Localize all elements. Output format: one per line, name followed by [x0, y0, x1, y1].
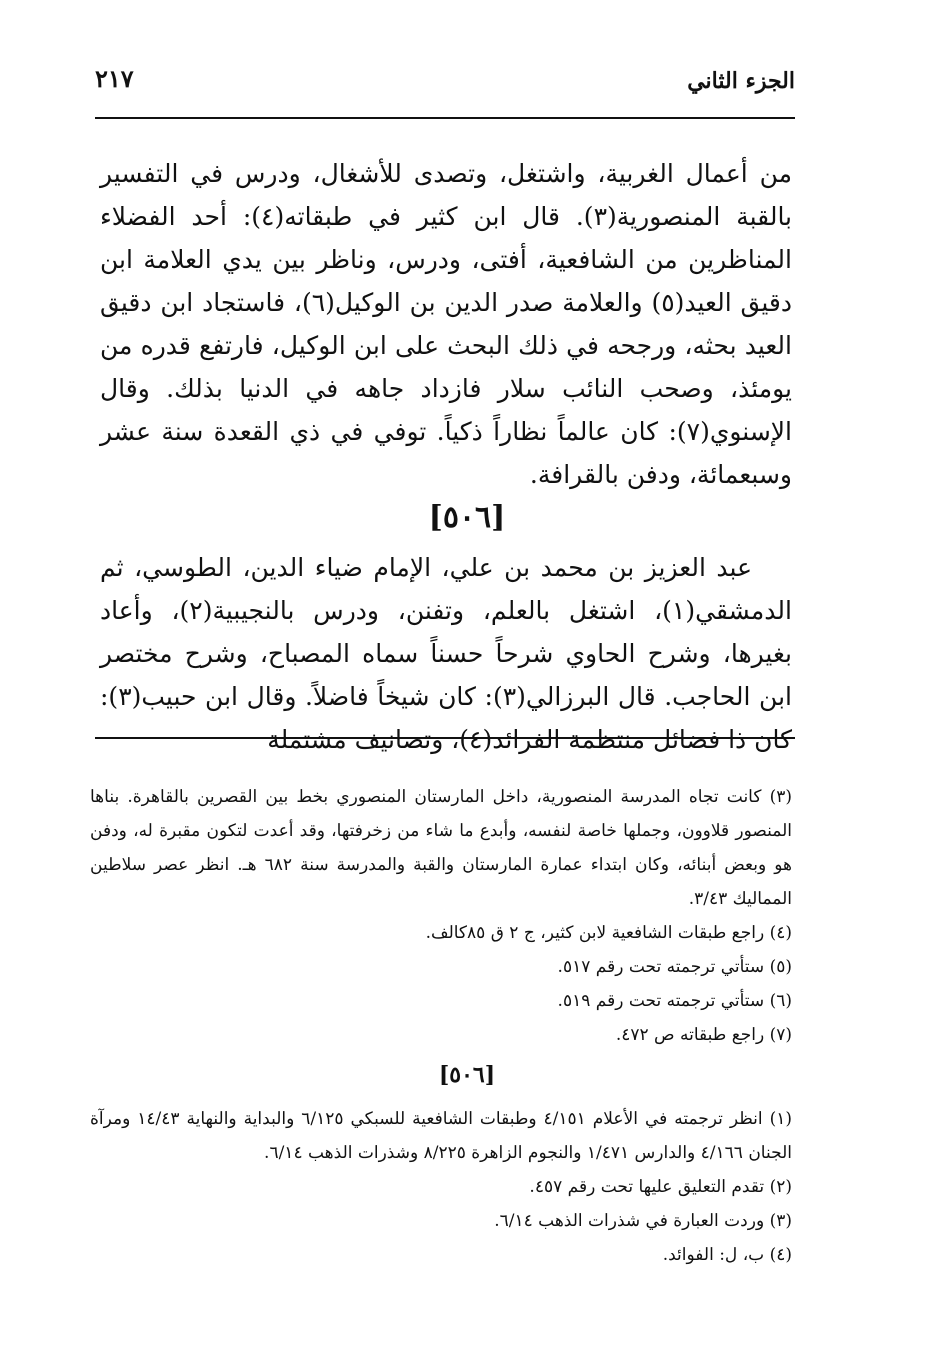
footnote: (٣) كانت تجاه المدرسة المنصورية، داخل المارستان المنصوري بخط بين القصرين بالقاهرة. بناها المنصور قلاوون، وجملها خاصة لنفسه، وأبدع ما شاء من زخرفتها، وقد أعدت لتكون مقبرة له، ودفن هو وبعض أبنائه، وكان ابتداء عمارة المارستان والقبة والمدرسة سنة ٦٨٢ هـ. انظر عصر سلاطين المماليك ٣/٤٣. — [90, 787, 793, 909]
entry-number: [٥٠٦] — [428, 500, 506, 535]
footnotes-group-2 — [90, 1102, 792, 1272]
footnote-rule — [95, 737, 795, 739]
running-head: الجزء الثاني — [687, 68, 795, 94]
entry-text-block — [100, 546, 792, 761]
main-text-block — [100, 152, 792, 496]
footnote: (٤) ب، ل: الفوائد. — [662, 1245, 792, 1265]
footnote: (٢) تقدم التعليق عليها تحت رقم ٤٥٧. — [529, 1177, 792, 1197]
footnote-entry-number: [٥٠٦] — [438, 1062, 496, 1088]
footnote: (٧) راجع طبقاته ص ٤٧٢. — [615, 1025, 792, 1045]
continuation-paragraph: من أعمال الغربية، واشتغل، وتصدى للأشغال، ودرس في التفسير بالقبة المنصورية(٣). قال ابن كثير في طبقاته(٤): أحد الفضلاء المناظرين من الشافعية، أفتى، ودرس، وناظر بين يدي العلامة ابن دقيق العيد(٥) والعلامة صدر الدين بن الوكيل(٦)، فاستجاد ابن دقيق العيد بحثه، ورجحه في ذلك البحث على ابن الوكيل، فارتفع قدره من يومئذ، وصحب النائب سلار فازداد جاهه في الدنيا بذلك. وقال الإسنوي(٧): كان عالماً نظاراً ذكياً. توفي في ذي القعدة سنة عشر وسبعمائة، ودفن بالقرافة. — [100, 159, 793, 489]
entry-paragraph: عبد العزيز بن محمد بن علي، الإمام ضياء الدين، الطوسي، ثم الدمشقي(١)، اشتغل بالعلم، وتفنن، ودرس بالنجيبية(٢)، وأعاد بغيرها، وشرح الحاوي شرحاً حسناً سماه المصباح، وشرح مختصر ابن الحاجب. قال البرزالي(٣): كان شيخاً فاضلاً. وقال ابن حبيب(٣): كان ذا فضائل منتظمة الفرائد(٤)، وتصانيف مشتملة — [100, 553, 792, 754]
page-number: ٢١٧ — [95, 64, 134, 93]
footnotes-group-1 — [90, 780, 792, 1052]
page-header — [95, 60, 795, 104]
footnote: (٥) ستأتي ترجمته تحت رقم ٥١٧. — [557, 957, 792, 977]
header-rule — [95, 117, 795, 119]
footnote: (٤) راجع طبقات الشافعية لابن كثير، ج ٢ ق ٨٥كالف. — [425, 923, 792, 943]
footnote: (٣) وردت العبارة في شذرات الذهب ٦/١٤. — [494, 1211, 792, 1231]
footnote: (٦) ستأتي ترجمته تحت رقم ٥١٩. — [557, 991, 792, 1011]
footnote: (١) انظر ترجمته في الأعلام ٤/١٥١ وطبقات الشافعية للسبكي ٦/١٢٥ والبداية والنهاية ١٤/٤٣ ومرآة الجنان ٤/١٦٦ والدارس ١/٤٧١ والنجوم الزاهرة ٨/٢٢٥ وشذرات الذهب ٦/١٤. — [90, 1109, 793, 1163]
